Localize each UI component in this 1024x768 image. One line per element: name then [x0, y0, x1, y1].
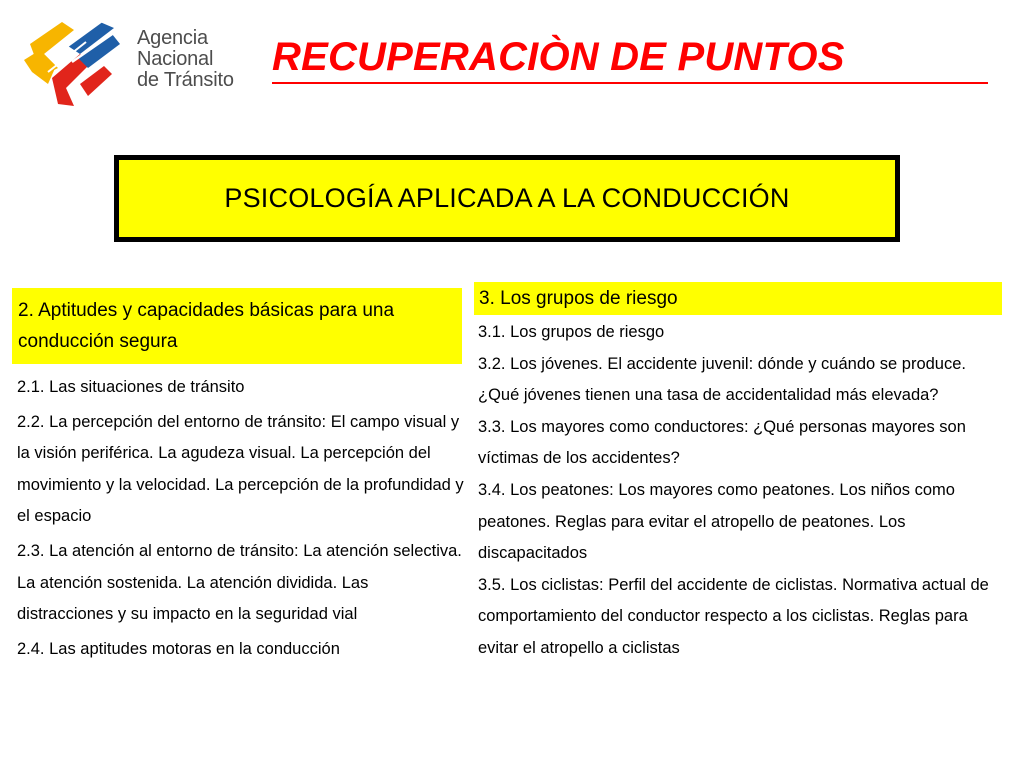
agency-logo-icon	[22, 14, 122, 110]
left-section-header: 2. Aptitudes y capacidades básicas para una conducción segura	[12, 288, 462, 364]
list-item: 3.2. Los jóvenes. El accidente juvenil: dónde y cuándo se produce. ¿Qué jóvenes tienen una tasa de accidentalidad más elevada?	[478, 354, 966, 405]
agency-name	[137, 28, 234, 91]
list-item: 2.2. La percepción del entorno de tránsito: El campo visual y la visión periférica. La agudeza visual. La percepción del movimiento y la velocidad. La percepción de la profundidad y el espacio	[17, 412, 464, 526]
agency-name-line3: de Tránsito	[137, 69, 234, 91]
right-section-header: 3. Los grupos de riesgo	[474, 282, 1002, 315]
page-title: RECUPERACIÒN DE PUNTOS	[272, 34, 988, 84]
list-item: 3.1. Los grupos de riesgo	[478, 323, 665, 341]
list-item: 3.4. Los peatones: Los mayores como peatones. Los niños como peatones. Reglas para evitar el atropello de peatones. Los discapacitados	[478, 480, 955, 563]
agency-name-line1: Agencia	[137, 27, 208, 49]
subtitle-text: PSICOLOGÍA APLICADA A LA CONDUCCIÓN	[224, 183, 790, 213]
right-section-list	[478, 317, 1008, 665]
left-section-list	[17, 372, 465, 665]
list-item: 3.5. Los ciclistas: Perfil del accidente de ciclistas. Normativa actual de comportamiento del conductor respecto a los ciclistas. Reglas para evitar el atropello a ciclistas	[478, 575, 989, 657]
list-item: 2.4. Las aptitudes motoras en la conducción	[17, 639, 340, 658]
list-item: 2.1. Las situaciones de tránsito	[17, 378, 245, 396]
agency-name-line2: Nacional	[137, 48, 214, 70]
agency-logo	[22, 14, 242, 110]
subtitle-box	[114, 155, 900, 242]
list-item: 3.3. Los mayores como conductores: ¿Qué personas mayores son víctimas de los accidentes?	[478, 417, 966, 468]
list-item: 2.3. La atención al entorno de tránsito: La atención selectiva. La atención sostenida. La atención dividida. Las distracciones y su impacto en la seguridad vial	[17, 541, 462, 624]
